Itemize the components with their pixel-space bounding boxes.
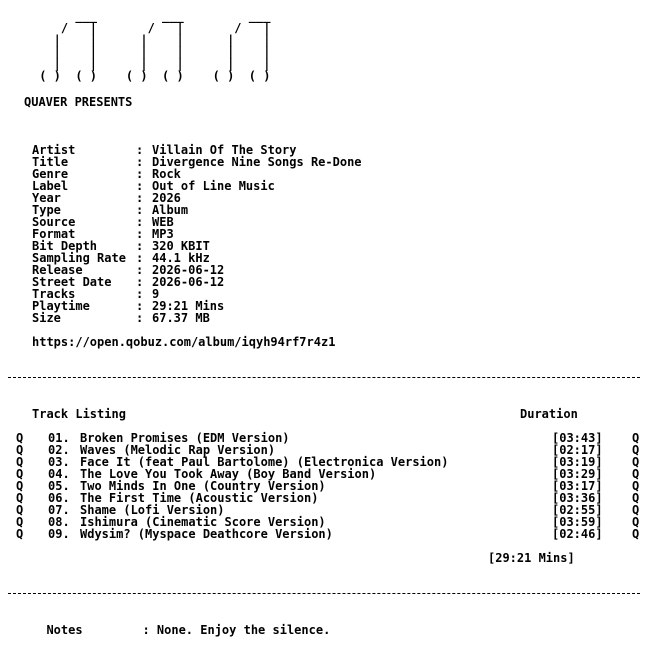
info-value: Out of Line Music	[152, 179, 275, 193]
info-key: Sampling Rate	[32, 251, 126, 265]
info-key: Source	[32, 215, 76, 229]
notes-row	[32, 612, 330, 636]
total-duration: [29:21 Mins]	[488, 551, 575, 565]
track-title: Wdysim? (Myspace Deathcore Version)	[80, 527, 333, 541]
notes-value: : None. Enjoy the silence.	[142, 623, 331, 637]
track-q-right: Q	[632, 503, 640, 517]
info-key: Genre	[32, 167, 69, 181]
info-separator: :	[136, 215, 144, 229]
info-value: 2026-06-12	[152, 263, 225, 277]
info-row	[32, 312, 210, 324]
divider-top	[8, 377, 640, 378]
track-duration: [03:59]	[552, 515, 603, 529]
info-key: Format	[32, 227, 76, 241]
info-value: 320 KBIT	[152, 239, 210, 253]
track-title: Broken Promises (EDM Version)	[80, 431, 290, 445]
info-separator: :	[136, 227, 144, 241]
track-q-right: Q	[632, 479, 640, 493]
track-q-right: Q	[632, 443, 640, 457]
track-q-left: Q	[16, 455, 24, 469]
track-title: The First Time (Acoustic Version)	[80, 491, 319, 505]
track-duration: [03:19]	[552, 455, 603, 469]
info-key: Year	[32, 191, 61, 205]
info-separator: :	[136, 287, 144, 301]
info-separator: :	[136, 143, 144, 157]
info-separator: :	[136, 191, 144, 205]
info-separator: :	[136, 311, 144, 325]
track-q-left: Q	[16, 515, 24, 529]
track-duration: [03:43]	[552, 431, 603, 445]
track-title: Waves (Melodic Rap Version)	[80, 443, 276, 457]
info-key: Bit Depth	[32, 239, 98, 253]
track-number: 03.	[48, 455, 70, 469]
track-title: Face It (feat Paul Bartolome) (Electronica Version)	[80, 455, 449, 469]
info-value: 29:21 Mins	[152, 299, 225, 313]
track-q-left: Q	[16, 527, 24, 541]
track-duration: [02:46]	[552, 527, 603, 541]
track-q-right: Q	[632, 455, 640, 469]
info-separator: :	[136, 167, 144, 181]
track-number: 05.	[48, 479, 70, 493]
track-duration: [03:36]	[552, 491, 603, 505]
divider-bottom	[8, 593, 640, 594]
track-duration: [03:17]	[552, 479, 603, 493]
info-value: 2026-06-12	[152, 275, 225, 289]
info-separator: :	[136, 179, 144, 193]
track-duration: [03:29]	[552, 467, 603, 481]
info-separator: :	[136, 155, 144, 169]
info-value: 44.1 kHz	[152, 251, 210, 265]
info-value: Villain Of The Story	[152, 143, 297, 157]
presents-heading: QUAVER PRESENTS	[24, 95, 133, 109]
info-row	[32, 156, 362, 168]
info-value: WEB	[152, 215, 174, 229]
track-q-left: Q	[16, 479, 24, 493]
info-value: MP3	[152, 227, 174, 241]
track-q-left: Q	[16, 443, 24, 457]
track-number: 02.	[48, 443, 70, 457]
track-number: 08.	[48, 515, 70, 529]
notes-label: Notes	[46, 623, 83, 637]
track-number: 06.	[48, 491, 70, 505]
info-value: Rock	[152, 167, 181, 181]
info-value: Divergence Nine Songs Re-Done	[152, 155, 362, 169]
quaver-logo-ascii: ___ ___ ___ / | / | / | | | | | | | | | | | | | | | | | | | ( ) ( ) ( ) ( ) ( ) ( )	[39, 9, 271, 83]
info-value: 67.37 MB	[152, 311, 210, 325]
track-duration: [02:55]	[552, 503, 603, 517]
track-q-left: Q	[16, 467, 24, 481]
track-number: 01.	[48, 431, 70, 445]
track-number: 09.	[48, 527, 70, 541]
track-q-left: Q	[16, 491, 24, 505]
info-separator: :	[136, 299, 144, 313]
info-separator: :	[136, 275, 144, 289]
track-q-left: Q	[16, 503, 24, 517]
info-key: Label	[32, 179, 69, 193]
track-number: 04.	[48, 467, 70, 481]
track-q-right: Q	[632, 527, 640, 541]
info-key: Tracks	[32, 287, 76, 301]
info-value: 2026	[152, 191, 181, 205]
info-separator: :	[136, 263, 144, 277]
track-duration: [02:17]	[552, 443, 603, 457]
info-key: Size	[32, 311, 61, 325]
track-row	[0, 528, 648, 540]
track-q-left: Q	[16, 431, 24, 445]
info-key: Artist	[32, 143, 76, 157]
track-q-right: Q	[632, 515, 640, 529]
track-title: Shame (Lofi Version)	[80, 503, 225, 517]
info-value: 9	[152, 287, 160, 301]
info-key: Title	[32, 155, 69, 169]
info-separator: :	[136, 251, 144, 265]
track-title: Two Minds In One (Country Version)	[80, 479, 326, 493]
track-q-right: Q	[632, 491, 640, 505]
track-q-right: Q	[632, 431, 640, 445]
info-value: Album	[152, 203, 189, 217]
track-title: The Love You Took Away (Boy Band Version)	[80, 467, 377, 481]
track-title: Ishimura (Cinematic Score Version)	[80, 515, 326, 529]
duration-heading: Duration	[520, 407, 578, 421]
info-key: Street Date	[32, 275, 112, 289]
info-key: Release	[32, 263, 83, 277]
track-number: 07.	[48, 503, 70, 517]
info-key: Type	[32, 203, 61, 217]
track-listing-heading: Track Listing	[32, 407, 126, 421]
info-separator: :	[136, 203, 144, 217]
track-q-right: Q	[632, 467, 640, 481]
album-url-link[interactable]: https://open.qobuz.com/album/iqyh94rf7r4z1	[32, 335, 336, 349]
info-separator: :	[136, 239, 144, 253]
info-key: Playtime	[32, 299, 90, 313]
